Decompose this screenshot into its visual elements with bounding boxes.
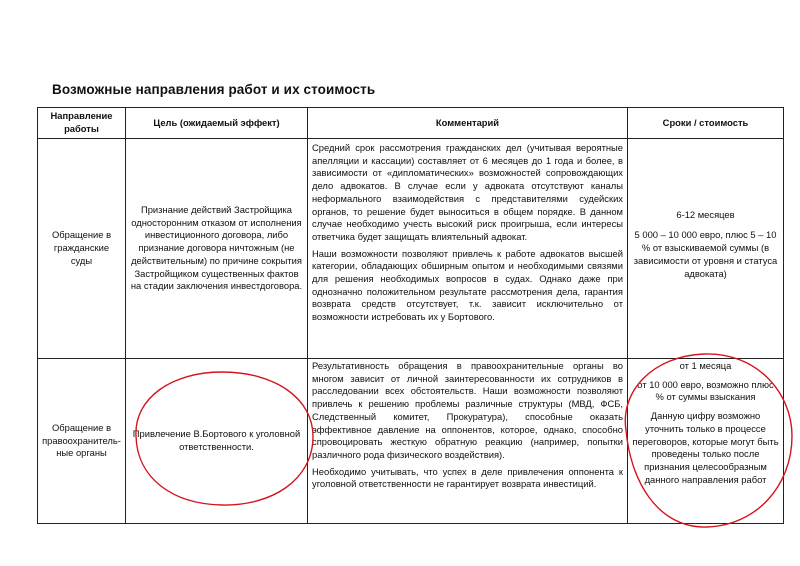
page-title: Возможные направления работ и их стоимость bbox=[52, 82, 376, 97]
term-cost: 5 000 – 10 000 евро, плюс 5 – 10 % от взыскиваемой суммы (в зависимости от уровня и статуса адвоката) bbox=[633, 229, 778, 279]
row-comment bbox=[308, 139, 628, 359]
header-goal: Цель (ожидаемый эффект) bbox=[126, 108, 308, 139]
row-direction: Обращение в правоохранитель-ные органы bbox=[38, 359, 126, 524]
term-cost: от 10 000 евро, возможно плюс % от суммы взыскания bbox=[637, 378, 774, 403]
header-direction: Направление работы bbox=[38, 108, 126, 139]
row-goal: Признание действий Застройщика односторонним отказом от исполнения инвестиционного договора, либо признание договора ничтожным (не действительным) по причине сокрытия Застройщиком существенных фактов на стадии заключения инвестдоговора. bbox=[126, 139, 308, 359]
header-comment: Комментарий bbox=[308, 108, 628, 139]
term-duration: от 1 месяца bbox=[679, 360, 732, 371]
row-terms bbox=[628, 139, 784, 359]
comment-paragraph: Средний срок рассмотрения гражданских дел (учитывая вероятные апелляции и кассации) составляет от 6 месяцев до 1 года и более, в зависимости от «дипломатических» возможностей сопровождающих дело адвокатов. В случае если у адвоката отсутствуют каналы неформального взаимодействия с представителями судейских органов, то решение будет выноситься в общем порядке. В данном случае необходимо учесть высокий риск проигрыша, если интересы ответчика будет защищать влиятельный адвокат. bbox=[312, 142, 623, 242]
row-direction: Обращение в гражданские суды bbox=[38, 139, 126, 359]
comment-paragraph: Необходимо учитывать, что успех в деле привлечения оппонента к уголовной ответственности не гарантирует возврата инвестиций. bbox=[312, 465, 623, 490]
row-goal: Привлечение В.Бортового к уголовной ответственности. bbox=[126, 359, 308, 524]
term-duration: 6-12 месяцев bbox=[676, 208, 735, 220]
comment-paragraph: Результативность обращения в правоохранительные органы во многом зависит от личной заинтересованности их сотрудников в расследовании всех обстоятельств. Наши возможности позволяют привлечь к решению проблемы различные структуры (МВД, ФСБ, Следственный комитет, Прокуратура), способные оказать эффективное давление на оппонентов, которое, однако, способно спровоцировать жесткую обратную реакцию (например, попытки различного рода физического воздействия). bbox=[312, 360, 623, 460]
table-header-row bbox=[38, 108, 784, 139]
header-terms: Сроки / стоимость bbox=[628, 108, 784, 139]
row-terms bbox=[628, 359, 784, 524]
term-note: Данную цифру возможно уточнить только в процессе переговоров, которые могут быть проведены только после признания целесообразным данного направления работ bbox=[632, 410, 779, 485]
comment-paragraph: Наши возможности позволяют привлечь к работе адвокатов высшей категории, обладающих обширным опытом и необходимыми связями для решения необходимых вопросов в судах. Однако даже при однозначно положительном результате рассмотрения дела, гарантия возврата средств отсутствует, т.к. зависит исключительно от возможности истребовать их у Бортового. bbox=[312, 247, 623, 323]
services-table bbox=[37, 107, 784, 524]
table-row bbox=[38, 359, 784, 524]
row-comment bbox=[308, 359, 628, 524]
table-row bbox=[38, 139, 784, 359]
